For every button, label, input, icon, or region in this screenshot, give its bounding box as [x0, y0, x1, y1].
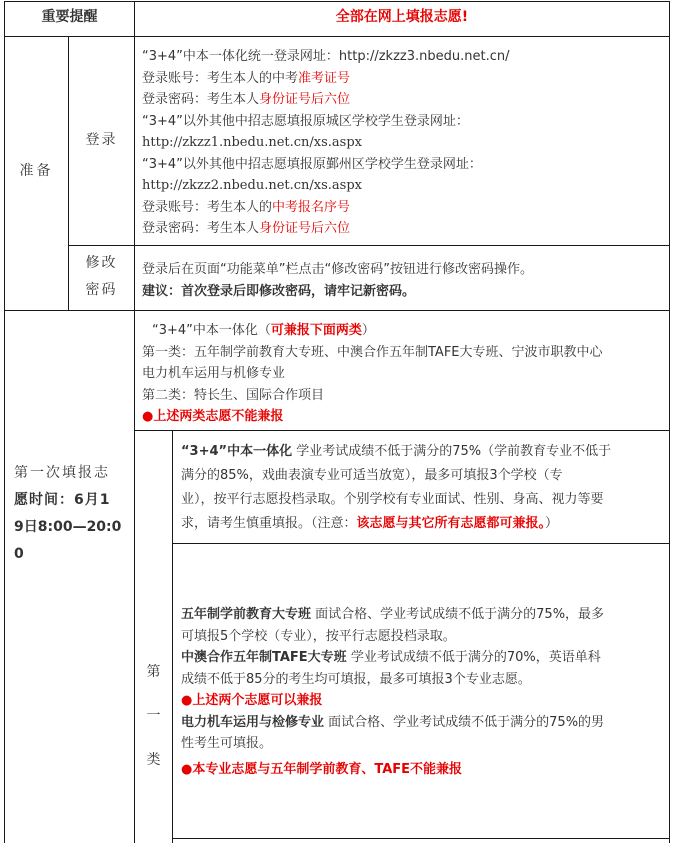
cat1-label-1: 第: [146, 664, 161, 680]
password-instruction: 登录后在页面“功能菜单”栏点击“修改密码”按钮进行修改密码操作。: [142, 262, 533, 277]
password-label-1: 修改: [85, 255, 118, 271]
intro-title: [142, 321, 667, 343]
intro-class1-line2: 电力机车运用与机修专业: [142, 366, 286, 381]
cat1-p2-rest: 学业考试成绩不低于满分的70%，英语单科: [350, 650, 601, 665]
login-line-3: [142, 90, 667, 112]
border-top: [4, 1, 670, 2]
intro-class1-line1: 第一类：五年制学前教育大专班、中澳合作五年制TAFE大专班、宁波市职教中心: [142, 344, 603, 360]
cat1-p1-line1: [181, 605, 667, 627]
login-account-label: 登录账号：考生本人的中考: [142, 70, 299, 86]
divider-zb-bottom: [172, 543, 670, 544]
login-label: 登录: [85, 132, 118, 148]
cat1-p2-line1: [181, 648, 667, 670]
intro-class2: 第二类：特长生、国际合作项目: [142, 387, 325, 403]
round1-label-line-3: 9日8:00—20:0: [14, 519, 122, 535]
login-url-yinzhou-text[interactable]: http://zkzz2.nbedu.net.cn/xs.aspx: [142, 178, 362, 193]
cat1-p3-rest: 面试合格、学业考试成绩不低于满分的75%的男: [328, 714, 605, 730]
header-label: 重要提醒: [41, 9, 98, 25]
zb-line-2: 满分的85%，戏曲表演专业可适当放宽），最多可填报3个学校（专: [181, 468, 563, 483]
login-line-4: [142, 112, 667, 134]
login-password2-label: 登录密码：考生本人: [142, 221, 260, 236]
round1-label: [14, 460, 132, 568]
cat1-p2-title: 中澳合作五年制TAFE大专班: [181, 650, 347, 665]
cat1-p3-line2: 性考生可填报。: [181, 736, 273, 751]
cat1-content: [181, 605, 667, 781]
cat1-p1-title: 五年制学前教育大专班: [181, 607, 312, 622]
divider-header-bottom: [4, 36, 670, 37]
password-advice: 建议：首次登录后即修改密码，请牢记新密码。: [142, 284, 416, 299]
login-line-1: [142, 47, 667, 69]
login-account2-label: 登录账号：考生本人的: [142, 199, 273, 215]
border-left: [4, 1, 5, 843]
login-account-value: 准考证号: [298, 70, 351, 86]
round1-label-line-4: 0: [14, 546, 24, 562]
header-notice: 全部在网上填报志愿!: [335, 9, 469, 25]
login-url-yinzhou[interactable]: [142, 176, 667, 198]
zb-line-1-rest: 学业考试成绩不低于满分的75%（学前教育专业不低于: [296, 444, 612, 459]
divider-prep-bottom: [4, 310, 670, 311]
zb-line-3: 业），按平行志愿投档录取。个别学校有专业面试、性别、身高、视力等要: [181, 492, 604, 507]
cat1-warning-2: ●本专业志愿与五年制学前教育、TAFE不能兼报: [181, 761, 463, 777]
login-password-value: 身份证号后六位: [259, 92, 351, 107]
login-line-2: [142, 69, 667, 91]
zb-line-4: [181, 514, 667, 538]
login-account2-value: 中考报名序号: [272, 199, 351, 215]
intro-warning: ●上述两类志愿不能兼报: [142, 409, 284, 424]
divider-cat1-bottom: [172, 838, 670, 839]
zb-content: [181, 442, 667, 538]
intro-title-c: ）: [361, 323, 375, 338]
zb-line-4-c: ）: [545, 516, 559, 531]
zb-line-1: [181, 442, 667, 466]
cat1-warning-1: ●上述两个志愿可以兼报: [181, 693, 323, 708]
round1-intro: [142, 321, 667, 429]
intro-title-a: “3+4”中本一体化（: [152, 323, 271, 338]
cat1-p1-line2: 可填报5个学校（专业），按平行志愿投档录取。: [181, 628, 456, 644]
border-right: [669, 1, 670, 843]
round1-label-line-1: 第一次填报志: [14, 465, 110, 481]
login-password2-value: 身份证号后六位: [259, 221, 351, 236]
login-line-8: [142, 198, 667, 220]
login-line-6-text: “3+4”以外其他中招志愿填报原鄞州区学校学生登录网址：: [142, 156, 482, 172]
cat1-label-2: 一: [146, 708, 161, 724]
login-content: [142, 47, 667, 241]
login-line-1-text: “3+4”中本一体化统一登录网址：http://zkzz3.nbedu.net.cn/: [142, 49, 510, 64]
login-password-label: 登录密码：考生本人: [142, 92, 260, 107]
login-url-city-text[interactable]: http://zkzz1.nbedu.net.cn/xs.aspx: [142, 135, 362, 150]
zb-line-4-a: 求，请考生慎重填报。（注意：: [181, 516, 357, 531]
login-line-4-text: “3+4”以外其他中招志愿填报原城区学校学生登录网址：: [142, 113, 469, 129]
intro-title-highlight: 可兼报下面两类: [270, 323, 362, 338]
login-url-city[interactable]: [142, 133, 667, 155]
cat1-p1-rest: 面试合格、学业考试成绩不低于满分的75%，最多: [315, 607, 605, 622]
round1-label-line-2: 愿时间：6月1: [14, 492, 111, 508]
cat1-label-3: 类: [146, 752, 161, 768]
cat1-p3-line1: [181, 713, 667, 735]
cat1-p3-title: 电力机车运用与检修专业: [181, 714, 325, 730]
cat1-p2-line2: 成绩不低于85分的考生均可填报，最多可填报3个专业志愿。: [181, 671, 531, 687]
prep-label: 准备: [19, 163, 54, 179]
login-line-6: [142, 155, 667, 177]
divider-col3: [172, 431, 173, 843]
divider-login-bottom: [68, 245, 670, 246]
login-line-9: [142, 219, 667, 241]
cat1-label: [135, 650, 172, 782]
divider-intro-bottom: [134, 430, 670, 431]
zb-title: “3+4”中本一体化: [181, 444, 293, 459]
password-label-2: 密码: [85, 282, 118, 298]
zb-note: 该志愿与其它所有志愿都可兼报。: [356, 516, 546, 531]
